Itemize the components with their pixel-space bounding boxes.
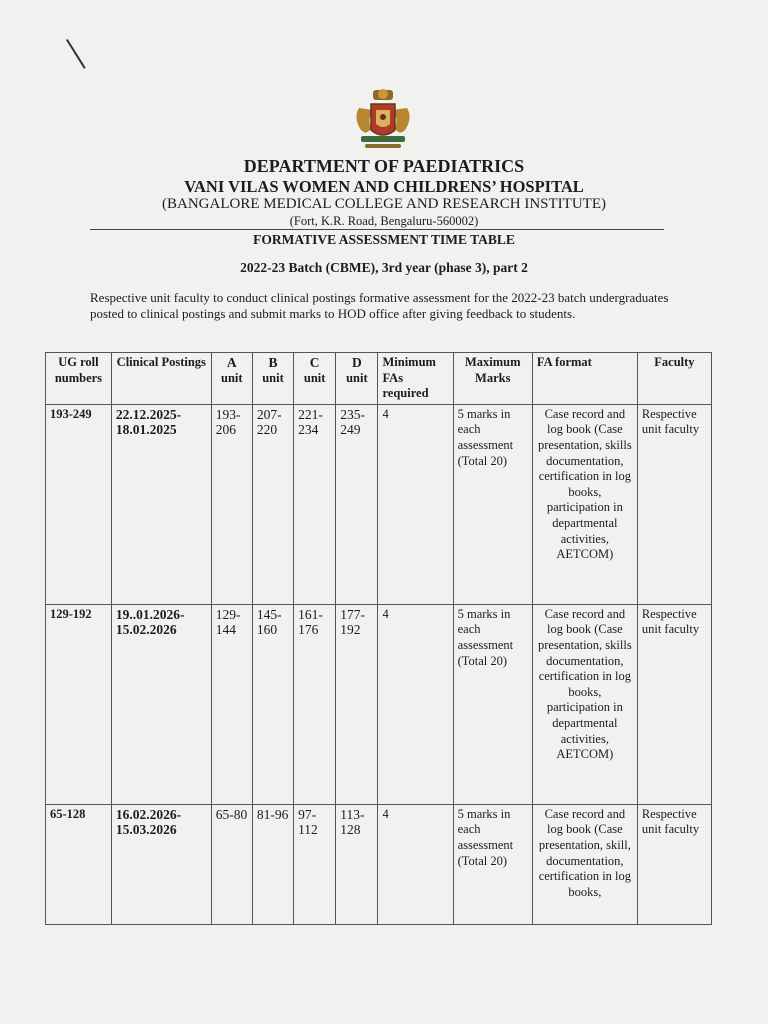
min-fas-cell: 4 — [378, 604, 453, 804]
header-d-unit-label: unit — [346, 370, 368, 385]
header-roll: UG roll numbers — [46, 353, 112, 405]
roll-cell: 193-249 — [46, 404, 112, 604]
table-header-row — [46, 353, 712, 405]
hospital-address: (Fort, K.R. Road, Bengaluru-560002) — [289, 214, 479, 228]
max-marks-cell: 5 marks in each assessment (Total 20) — [453, 604, 532, 804]
a-unit-cell: 129-144 — [211, 604, 252, 804]
header-b-letter: B — [268, 355, 278, 370]
header-a-letter: A — [226, 355, 237, 370]
min-fas-cell: 4 — [378, 404, 453, 604]
institute-name: (BANGALORE MEDICAL COLLEGE AND RESEARCH INSTITUTE) — [162, 196, 606, 212]
pen-stroke-mark — [66, 39, 86, 69]
header-c-unit-label: unit — [303, 370, 326, 385]
header-fa-format: FA format — [532, 353, 637, 405]
intro-paragraph: Respective unit faculty to conduct clinical postings formative assessment for the 2022-23 batch undergraduates posted to clinical postings and submit marks to HOD office after giving feedback to students. — [90, 290, 669, 321]
karnataka-emblem-icon — [345, 84, 421, 160]
postings-cell: 19..01.2026-15.02.2026 — [111, 604, 211, 804]
b-unit-cell: 81-96 — [252, 804, 293, 924]
c-unit-cell: 221-234 — [294, 404, 336, 604]
max-marks-cell: 5 marks in each assessment (Total 20) — [453, 804, 532, 924]
header-max-marks: Maximum Marks — [453, 353, 532, 405]
faculty-cell: Respective unit faculty — [637, 604, 711, 804]
assessment-timetable — [45, 352, 712, 925]
faculty-cell: Respective unit faculty — [637, 804, 711, 924]
a-unit-cell: 65-80 — [211, 804, 252, 924]
header-d-unit — [336, 353, 378, 405]
max-marks-cell: 5 marks in each assessment (Total 20) — [453, 404, 532, 604]
d-unit-cell: 113-128 — [336, 804, 378, 924]
postings-cell: 16.02.2026-15.03.2026 — [111, 804, 211, 924]
header-min-fas: Minimum FAs required — [378, 353, 453, 405]
header-faculty: Faculty — [637, 353, 711, 405]
a-unit-cell: 193-206 — [211, 404, 252, 604]
table-row — [46, 804, 712, 924]
header-a-unit — [211, 353, 252, 405]
roll-cell: 129-192 — [46, 604, 112, 804]
header-a-unit-label: unit — [221, 370, 243, 385]
min-fas-cell: 4 — [378, 804, 453, 924]
header-divider — [90, 229, 664, 230]
table-row — [46, 604, 712, 804]
header-c-letter: C — [309, 355, 320, 370]
header-c-unit — [294, 353, 336, 405]
postings-cell: 22.12.2025-18.01.2025 — [111, 404, 211, 604]
b-unit-cell: 145-160 — [252, 604, 293, 804]
table-row — [46, 404, 712, 604]
hospital-name: VANI VILAS WOMEN AND CHILDRENS’ HOSPITAL — [184, 177, 584, 196]
c-unit-cell: 97-112 — [294, 804, 336, 924]
department-title: DEPARTMENT OF PAEDIATRICS — [243, 156, 525, 176]
fa-format-cell: Case record and log book (Case presentation, skill, documentation, certification in log books, — [532, 804, 637, 924]
batch-subtitle: 2022-23 Batch (CBME), 3rd year (phase 3), part 2 — [240, 260, 528, 275]
d-unit-cell: 177-192 — [336, 604, 378, 804]
fa-format-cell: Case record and log book (Case presentation, skills documentation, certification in log books, participation in departmental activities, AETCOM) — [532, 604, 637, 804]
document-title: FORMATIVE ASSESSMENT TIME TABLE — [253, 232, 515, 247]
d-unit-cell: 235-249 — [336, 404, 378, 604]
header-postings: Clinical Postings — [111, 353, 211, 405]
fa-format-cell: Case record and log book (Case presentation, skills documentation, certification in log books, participation in departmental activities, AETCOM) — [532, 404, 637, 604]
c-unit-cell: 161-176 — [294, 604, 336, 804]
header-b-unit — [252, 353, 293, 405]
header-b-unit-label: unit — [262, 370, 284, 385]
faculty-cell: Respective unit faculty — [637, 404, 711, 604]
roll-cell: 65-128 — [46, 804, 112, 924]
header-d-letter: D — [351, 355, 362, 370]
b-unit-cell: 207-220 — [252, 404, 293, 604]
